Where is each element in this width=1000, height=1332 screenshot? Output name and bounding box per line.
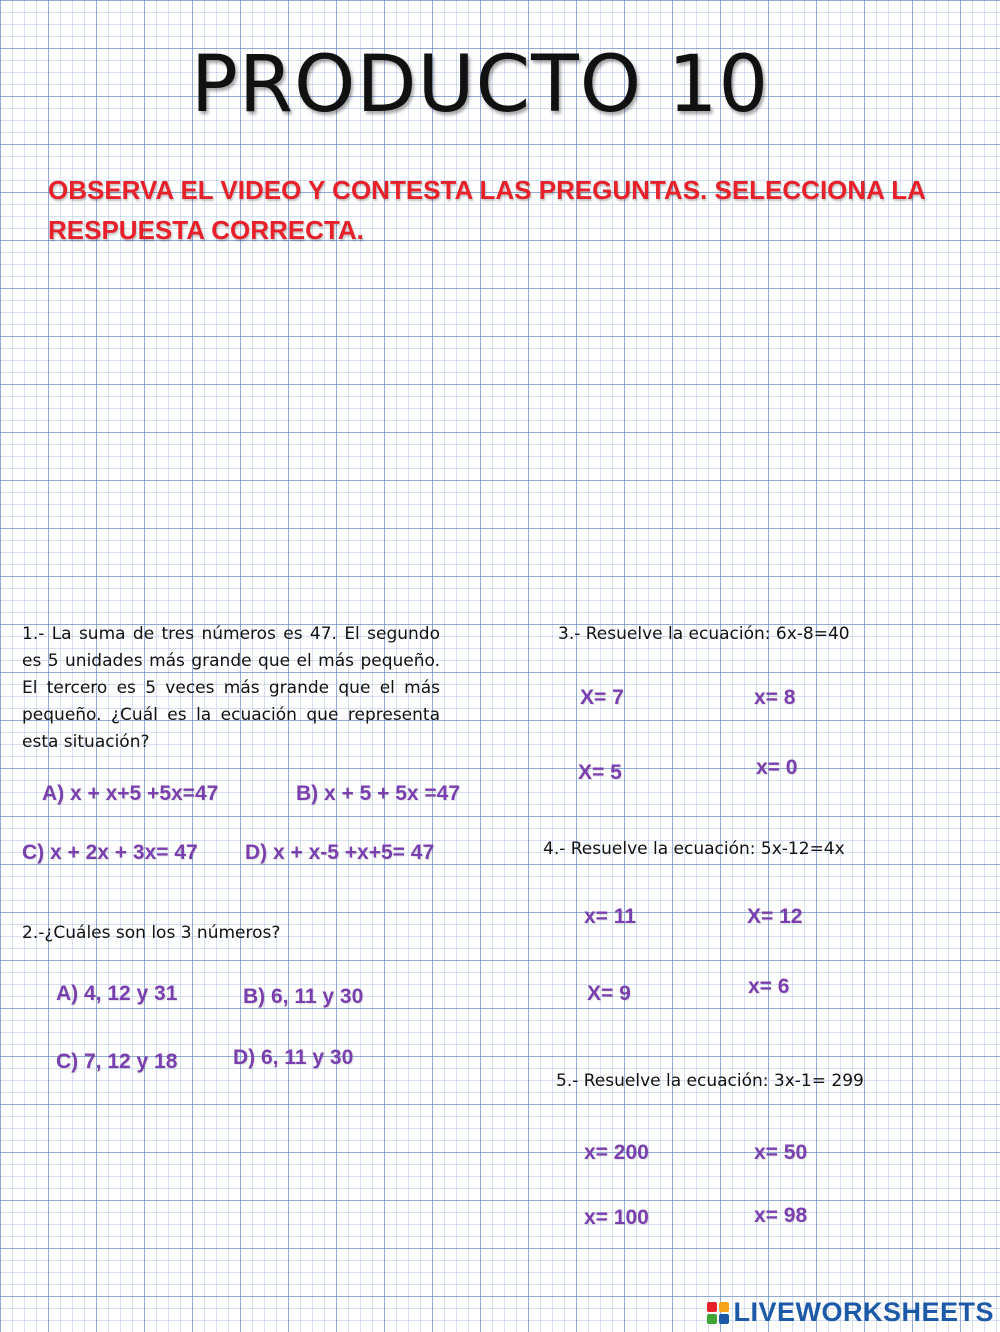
q1-option-d[interactable]: D) x + x-5 +x+5= 47 bbox=[245, 841, 435, 864]
q3-option-4[interactable]: x= 0 bbox=[756, 756, 798, 779]
logo-blocks-icon bbox=[707, 1302, 729, 1324]
liveworksheets-logo bbox=[707, 1297, 994, 1328]
q2-option-c[interactable]: C) 7, 12 y 18 bbox=[56, 1050, 178, 1073]
instructions: OBSERVA EL VIDEO Y CONTESTA LAS PREGUNTAS. SELECCIONA LA RESPUESTA CORRECTA. bbox=[48, 175, 925, 245]
q1-option-c[interactable]: C) x + 2x + 3x= 47 bbox=[22, 841, 198, 864]
q3-option-1[interactable]: X= 7 bbox=[580, 686, 624, 709]
q4-option-1[interactable]: x= 11 bbox=[584, 905, 636, 928]
brand-name: LIVEWORKSHEETS bbox=[733, 1297, 994, 1327]
q5-option-2[interactable]: x= 50 bbox=[754, 1141, 808, 1164]
question-5-text: 5.- Resuelve la ecuación: 3x-1= 299 bbox=[556, 1071, 864, 1091]
question-1-text: 1.- La suma de tres números es 47. El segundo es 5 unidades más grande que el más pequeño. El tercero es 5 veces más grande que el más pequeño. ¿Cuál es la ecuación que representa esta situación? bbox=[22, 624, 440, 752]
q5-option-1[interactable]: x= 200 bbox=[584, 1141, 649, 1164]
q1-option-b[interactable]: B) x + 5 + 5x =47 bbox=[296, 782, 461, 805]
question-3-text: 3.- Resuelve la ecuación: 6x-8=40 bbox=[558, 624, 850, 644]
page-title: PRODUCTO 10 bbox=[190, 40, 770, 130]
q3-option-3[interactable]: X= 5 bbox=[578, 761, 622, 784]
q3-option-2[interactable]: x= 8 bbox=[754, 686, 796, 709]
question-2-text: 2.-¿Cuáles son los 3 números? bbox=[22, 923, 281, 943]
q2-option-b[interactable]: B) 6, 11 y 30 bbox=[243, 985, 364, 1008]
q2-option-d[interactable]: D) 6, 11 y 30 bbox=[233, 1046, 354, 1069]
q2-option-a[interactable]: A) 4, 12 y 31 bbox=[56, 982, 178, 1005]
q1-option-a[interactable]: A) x + x+5 +5x=47 bbox=[42, 782, 219, 805]
question-4-text: 4.- Resuelve la ecuación: 5x-12=4x bbox=[543, 839, 845, 859]
q4-option-3[interactable]: X= 9 bbox=[587, 982, 631, 1005]
q4-option-2[interactable]: X= 12 bbox=[747, 905, 803, 928]
q5-option-3[interactable]: x= 100 bbox=[584, 1206, 649, 1229]
q4-option-4[interactable]: x= 6 bbox=[748, 975, 790, 998]
q5-option-4[interactable]: x= 98 bbox=[754, 1204, 808, 1227]
